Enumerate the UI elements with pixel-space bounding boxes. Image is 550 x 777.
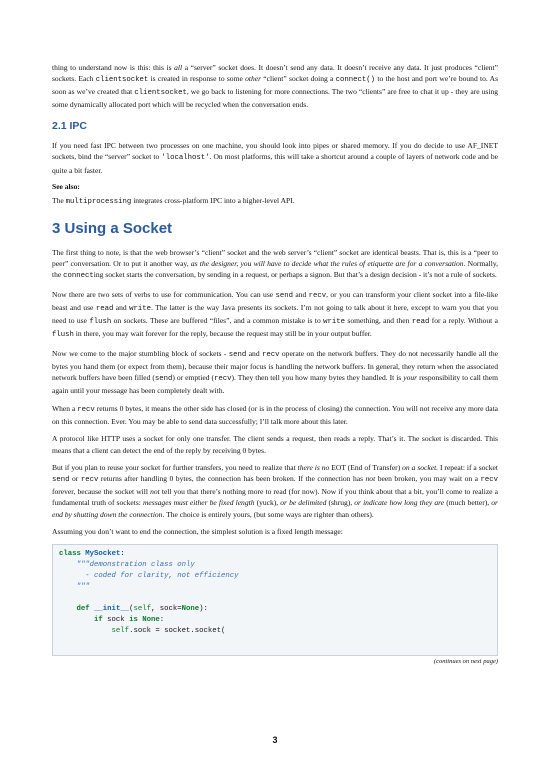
page-number: 3 — [272, 735, 278, 745]
code-line: """demonstration class only — [59, 560, 195, 569]
section-heading-ipc: 2.1 IPC — [52, 120, 88, 133]
section3-paragraph-3: Now we come to the major stumbling block of sockets - send and recv operate on the network buffers. They do not necessarily handle all the bytes you hand them (or expect from them), because their major focus is handling the network buffers. In general, they return when the associated network buffers have been filled (send) or emptied (recv). They then tell you how many bytes they handled. It is your responsibility to call them again until your message has been completely dealt with. — [52, 348, 499, 396]
section-heading-using-a-socket: 3 Using a Socket — [52, 220, 173, 238]
code-block — [52, 544, 498, 656]
code-line: def __init__(self, sock=None): — [76, 604, 208, 613]
code-line: if sock is None: — [94, 615, 165, 624]
section3-paragraph-5: A protocol like HTTP uses a socket for only one transfer. The client sends a request, then reads a reply. That’s it. The socket is discarded. This means that a client can detect the end of the reply by receiving 0 bytes. — [52, 434, 498, 455]
ipc-paragraph: If you need fast IPC between two processes on one machine, you should look into pipes or shared memory. If you do decide to use AF_INET sockets, bind the “server” socket to 'localhost'. On most platforms, this will take a shortcut around a couple of layers of network code and be quite a bit faster. — [52, 141, 498, 175]
intro-paragraph: thing to understand now is this: this is all a “server” socket does. It doesn’t send any data. It doesn’t receive any data. It just produces “client” sockets. Each clientsocket is created in response to some other “client” socket doing a connect() to the host and port we’re bound to. As soon as we’ve created that clientsocket, we go back to listening for more connections. The two “clients” are free to chat it up - they are using some dynamically allocated port which will be recycled when the conversation ends. — [52, 63, 499, 110]
continues-note: (continues on next page) — [433, 657, 498, 665]
multiprocessing-link[interactable]: multiprocessing — [65, 198, 132, 207]
code-line: class MySocket: — [59, 549, 125, 558]
page-content — [52, 62, 498, 665]
section3-paragraph-1: The first thing to note, is that the web browser’s “client” socket and the web server’s “client” socket are identical beasts. That is, this is a “peer to peer” conversation. Or to put it another way, as the designer, you will have to decide what the rules of etiquette are for a conversation. Normally, the connecting socket starts the conversation, by sending in a request, or perhaps a signon. But that’s a design decision - it’s not a rule of sockets. — [52, 248, 498, 281]
see-also-paragraph: The multiprocessing integrates cross-platform IPC into a higher-level API. — [52, 196, 295, 207]
section3-paragraph-6: But if you plan to reuse your socket for further transfers, you need to realize that there is no EOT (End of Transfer) on a socket. I repeat: if a socket send or recv returns after handling 0 bytes, the connection has been broken. If the connection has not been broken, you may wait on a recv forever, because the socket will not tell you that there’s nothing more to read (for now). Now if you think about that a bit, you’ll come to realize a fundamental truth of sockets: messages must either be fixed length (yuck), or be delimited (shrug), or indicate how long they are (much better), or end by shutting down the connection. The choice is entirely yours, (but some ways are righter than others). — [52, 463, 499, 519]
code-line: - coded for clarity, not efficiency — [59, 571, 239, 580]
section3-paragraph-7: Assuming you don’t want to end the connection, the simplest solution is a fixed length message: — [52, 527, 343, 537]
code-line: """ — [59, 582, 90, 591]
section3-paragraph-2: Now there are two sets of verbs to use for communication. You can use send and recv, or you can transform your client socket into a file-like beast and use read and write. The latter is the way Java presents its sockets. I’m not going to talk about it here, except to warn you that you need to use flush on sockets. These are buffered “files”, and a common mistake is to write something, and then read for a reply. Without a flush in there, you may wait forever for the reply, because the request may still be in your output buffer. — [52, 290, 499, 340]
code-line: self.sock = socket.socket( — [111, 626, 226, 635]
see-also-label: See also: — [52, 182, 80, 192]
section3-paragraph-4: When a recv returns 0 bytes, it means the other side has closed (or is in the process of closing) the connection. You will not receive any more data on this connection. Ever. You may be able to send data successfully; I’ll talk more about this later. — [52, 403, 498, 426]
